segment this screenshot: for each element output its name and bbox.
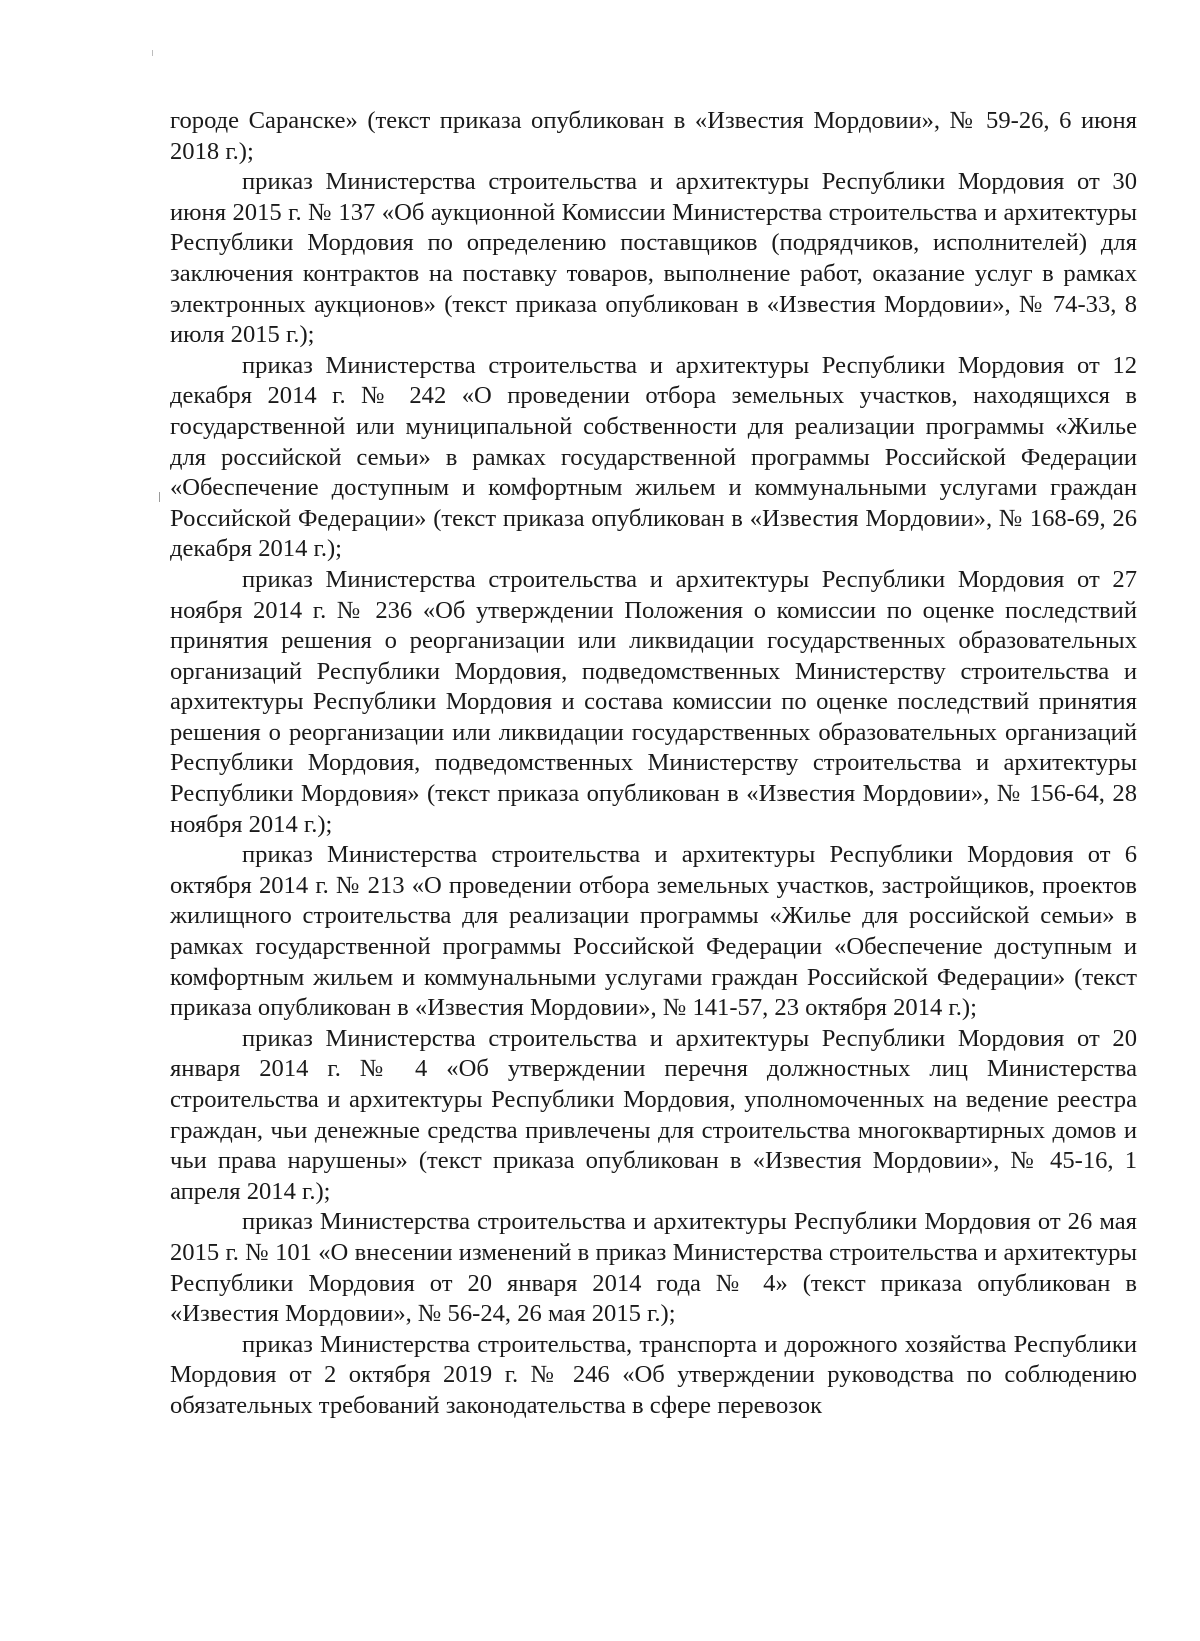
paragraph-order-246: приказ Министерства строительства, транспорта и дорожного хозяйства Республики Мордовия от 2 октября 2019 г. № 246 «Об утверждении руководства по соблюдению обязательных требований законодательства в сфере перевозок bbox=[170, 1330, 1137, 1419]
paragraph-order-236: приказ Министерства строительства и архитектуры Республики Мордовия от 27 ноября 2014 г. № 236 «Об утверждении Положения о комиссии по оценке последствий принятия решения о реорганизации или ликвидации государственных образовательных организаций Республики Мордовия, подведомственных Министерству строительства и архитектуры Республики Мордовия и состава комиссии по оценке последствий принятия решения о реорганизации или ликвидации государственных образовательных организаций Республики Мордовия, подведомственных Министерству строительства и архитектуры Республики Мордовия» (текст приказа опубликован в «Известия Мордовии», № 156-64, 28 ноября 2014 г.); bbox=[170, 565, 1137, 838]
scan-artifact-mark bbox=[159, 492, 160, 502]
paragraph-order-4: приказ Министерства строительства и архитектуры Республики Мордовия от 20 января 2014 г. № 4 «Об утверждении перечня должностных лиц Министерства строительства и архитектуры Республики Мордовия, уполномоченных на ведение реестра граждан, чьи денежные средства привлечены для строительства многоквартирных домов и чьи права нарушены» (текст приказа опубликован в «Известия Мордовии», № 45-16, 1 апреля 2014 г.); bbox=[170, 1024, 1137, 1205]
document-body bbox=[170, 106, 1137, 1422]
paragraph-order-137: приказ Министерства строительства и архитектуры Республики Мордовия от 30 июня 2015 г. № 137 «Об аукционной Комиссии Министерства строительства и архитектуры Республики Мордовия по определению поставщиков (подрядчиков, исполнителей) для заключения контрактов на поставку товаров, выполнение работ, оказание услуг в рамках электронных аукционов» (текст приказа опубликован в «Известия Мордовии», № 74-33, 8 июля 2015 г.); bbox=[170, 168, 1137, 349]
paragraph-order-101: приказ Министерства строительства и архитектуры Республики Мордовия от 26 мая 2015 г. № 101 «О внесении изменений в приказ Министерства строительства и архитектуры Республики Мордовия от 20 января 2014 года № 4» (текст приказа опубликован в «Известия Мордовии», № 56-24, 26 мая 2015 г.); bbox=[170, 1208, 1137, 1328]
paragraph-order-242: приказ Министерства строительства и архитектуры Республики Мордовия от 12 декабря 2014 г. № 242 «О проведении отбора земельных участков, находящихся в государственной или муниципальной собственности для реализации программы «Жилье для российской семьи» в рамках государственной программы Российской Федерации «Обеспечение доступным и комфортным жильем и коммунальными услугами граждан Российской Федерации» (текст приказа опубликован в «Известия Мордовии», № 168-69, 26 декабря 2014 г.); bbox=[170, 351, 1137, 563]
paragraph-continuation: городе Саранске» (текст приказа опубликован в «Известия Мордовии», № 59-26, 6 июня 2018 г.); bbox=[170, 107, 1137, 165]
scan-artifact-mark bbox=[152, 50, 153, 56]
paragraph-order-213: приказ Министерства строительства и архитектуры Республики Мордовия от 6 октября 2014 г. № 213 «О проведении отбора земельных участков, застройщиков, проектов жилищного строительства для реализации программы «Жилье для российской семьи» в рамках государственной программы Российской Федерации «Обеспечение доступным и комфортным жильем и коммунальными услугами граждан Российской Федерации» (текст приказа опубликован в «Известия Мордовии», № 141-57, 23 октября 2014 г.); bbox=[170, 841, 1137, 1022]
